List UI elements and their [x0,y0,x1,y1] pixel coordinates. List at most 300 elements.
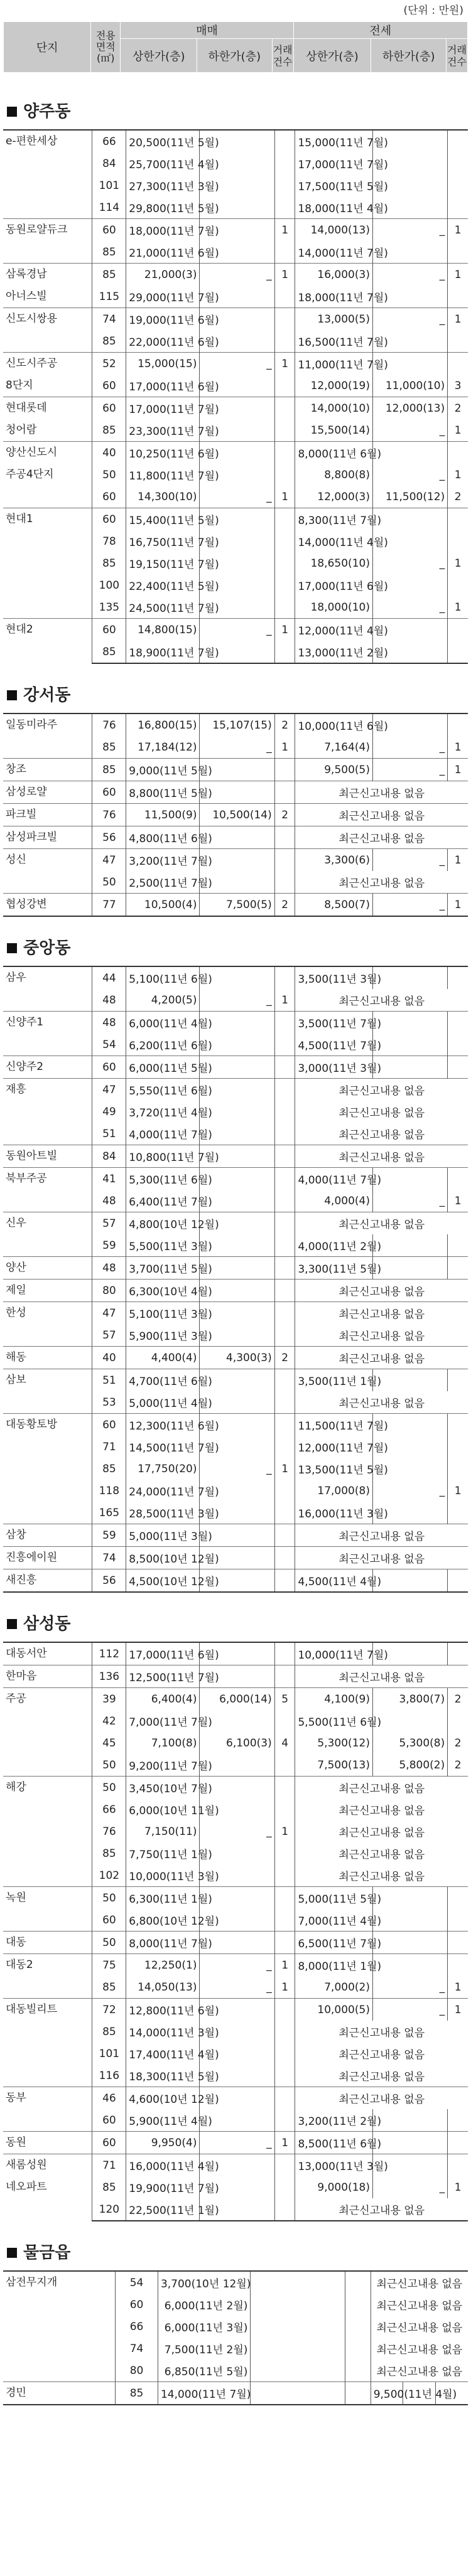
sale-count-cell [274,397,295,420]
rent-lower-cell [372,442,447,464]
square-bullet-icon [7,2248,17,2258]
sale-count-cell [274,1302,295,1325]
complex-name: 양산 [3,1257,92,1280]
rent-upper-cell: 5,000(11년 5월) [295,1887,373,1910]
complex-name: 삼록경남 아너스빌 [3,264,92,308]
sale-upper-cell: 18,000(11년 7월) [126,219,200,242]
rent-upper-cell: 최근신고내용 없음 [295,1547,468,1569]
table-row [3,804,468,826]
complex-name: 한마음 [3,1665,92,1688]
rent-upper-cell: 6,500(11년 7월) [295,1932,373,1954]
sale-count-cell [274,1034,295,1056]
sale-count-cell [274,442,295,464]
rent-count-cell [448,353,468,375]
area-cell: 71 [92,2154,126,2177]
rent-upper-cell: 18,650(10) [295,552,373,574]
sale-count-cell [274,464,295,486]
area-cell: 54 [92,1034,126,1056]
area-cell: 101 [92,174,126,196]
rent-count-cell [448,1710,468,1732]
sale-count-cell [274,2065,295,2087]
rent-upper-cell: 13,000(11년 2월) [295,641,373,663]
sale-upper-cell: 5,100(11년 3월) [126,1302,200,1325]
area-cell: 80 [92,1280,126,1302]
sale-count-cell [274,2087,295,2110]
rent-upper-cell: 7,164(4) [295,736,373,759]
rent-count-cell: 1 [448,419,468,442]
area-cell: 85 [92,641,126,663]
rent-count-cell [448,1012,468,1034]
rent-upper-cell: 최근신고내용 없음 [295,2065,468,2087]
area-cell: 60 [92,508,126,531]
rent-upper-cell: 8,000(11년 6월) [295,442,373,464]
area-cell: 85 [92,330,126,353]
sale-lower-cell: _ [200,486,274,508]
sale-count-cell [274,1012,295,1034]
rent-upper-cell: 최근신고내용 없음 [295,1777,468,1799]
complex-name: 대동황토방 [3,1414,92,1524]
sale-upper-cell: 29,800(11년 5월) [126,196,200,219]
complex-name: 해동 [3,1347,92,1369]
sale-upper-cell: 9,950(4) [126,2132,200,2154]
sale-upper-cell: 18,900(11년 7월) [126,641,200,663]
sale-count-cell [274,1754,295,1777]
rent-count-cell [448,196,468,219]
sale-upper-cell: 6,000(10년 11월) [126,1798,200,1820]
rent-count-cell [448,2132,468,2154]
area-cell: 45 [92,1732,126,1754]
table-row [3,2271,468,2294]
sale-lower-cell [251,2338,345,2360]
sale-lower-cell [251,2360,345,2382]
rent-upper-cell: 최근신고내용 없음 [295,1145,468,1168]
sale-count-cell [274,1257,295,1280]
rent-lower-cell: _ [372,2176,447,2198]
sale-count-cell [274,2109,295,2132]
sale-count-cell [274,2154,295,2177]
sale-upper-cell: 7,150(11) [126,1820,200,1842]
table-row [3,1212,468,1235]
sale-count-cell [274,1502,295,1524]
area-cell: 74 [92,1547,126,1569]
sale-count-cell: 1 [274,1954,295,1977]
sale-upper-cell: 12,500(11년 7월) [126,1665,200,1688]
sale-count-cell [274,241,295,264]
sale-count-cell [274,508,295,531]
complex-name: 동원 [3,2132,92,2154]
area-cell: 66 [92,130,126,152]
rent-upper-cell: 11,500(11년 7월) [295,1414,373,1436]
rent-count-cell [448,1234,468,1257]
sale-upper-cell: 3,720(11년 4월) [126,1101,200,1123]
sale-count-cell [274,1056,295,1079]
sale-lower-cell [251,2316,345,2338]
rent-upper-cell: 10,000(5) [295,1999,373,2021]
area-cell: 85 [92,2176,126,2198]
complex-name: 동부 [3,2087,92,2132]
rent-upper-cell: 16,000(3) [295,264,373,286]
sale-count-cell: 1 [274,1458,295,1480]
rent-upper-cell: 14,000(11년 4월) [295,530,373,552]
sale-upper-cell: 5,300(11년 6월) [126,1168,200,1190]
sale-count-cell [274,2198,295,2221]
sale-lower-cell: _ [200,2132,274,2154]
rent-upper-cell: 최근신고내용 없음 [295,2087,468,2110]
sale-lower-cell: _ [200,1976,274,1999]
table-row [3,2132,468,2154]
rent-upper-cell: 11,000(11년 7월) [295,353,373,375]
table-row [3,1079,468,1101]
complex-name: 경민 [3,2382,116,2405]
table-row [3,713,468,736]
table-row [3,1302,468,1325]
sale-count-cell [345,2316,371,2338]
area-cell: 60 [116,2294,158,2316]
sale-lower-cell: _ [200,1820,274,1842]
area-cell: 76 [92,1820,126,1842]
sale-count-cell [274,1168,295,1190]
rent-upper-cell: 3,500(11년 1월) [295,1369,373,1392]
rent-count-cell [448,508,468,531]
complex-name: 양산신도시 주공4단지 [3,442,92,508]
rent-upper-cell: 최근신고내용 없음 [295,1079,468,1101]
sale-upper-cell: 3,700(11년 5월) [126,1257,200,1280]
sale-upper-cell: 15,000(15) [126,353,200,375]
area-cell: 60 [92,397,126,420]
sale-count-cell [274,2043,295,2065]
rent-upper-cell: 4,000(11년 7월) [295,1168,373,1190]
sale-upper-cell: 14,800(15) [126,619,200,641]
rent-upper-cell: 최근신고내용 없음 [371,2316,468,2338]
rent-count-cell [448,330,468,353]
sale-count-cell: 2 [274,894,295,917]
rent-count-cell: 1 [448,596,468,619]
complex-name: 삼성파크빌 [3,826,92,849]
sale-count-cell [274,1909,295,1932]
rent-count-cell: 1 [448,308,468,331]
area-cell: 47 [92,1079,126,1101]
sale-upper-cell: 25,700(11년 4월) [126,152,200,174]
table-row [3,826,468,849]
table-row [3,2087,468,2110]
rent-upper-cell: 14,000(10) [295,397,373,420]
rent-upper-cell: 17,500(11년 5월) [295,174,373,196]
table-row [3,619,468,641]
sale-upper-cell: 4,200(5) [126,989,200,1012]
table-row [3,1056,468,1079]
sale-count-cell [274,1234,295,1257]
complex-name: 신양주2 [3,1056,92,1079]
rent-upper-cell: 17,000(11년 6월) [295,574,373,596]
sale-count-cell [274,196,295,219]
rent-upper-cell: 최근신고내용 없음 [371,2294,468,2316]
sale-count-cell [274,1280,295,1302]
rent-upper-cell: 4,000(4) [295,1190,373,1212]
sale-count-cell [274,574,295,596]
rent-upper-cell: 17,000(11년 7월) [295,152,373,174]
rent-lower-cell: _ [372,1976,447,1999]
rent-upper-cell: 3,000(11년 3월) [295,1056,373,1079]
complex-name: 대동 [3,1932,92,1954]
sale-lower-cell: 6,000(14) [200,1688,274,1711]
sale-upper-cell: 6,800(10년 12월) [126,1909,200,1932]
sale-count-cell: 2 [274,804,295,826]
section-title-text: 강서동 [23,686,71,705]
sale-count-cell: 1 [274,219,295,242]
rent-upper-cell: 최근신고내용 없음 [295,2198,468,2221]
sale-upper-cell: 23,300(11년 7월) [126,419,200,442]
complex-name: 녹원 [3,1887,92,1932]
sale-upper-cell: 8,000(11년 7월) [126,1932,200,1954]
sale-upper-cell: 17,000(11년 7월) [126,397,200,420]
complex-name: 신우 [3,1212,92,1257]
rent-upper-cell: 최근신고내용 없음 [295,1665,468,1688]
sale-count-cell [274,1145,295,1168]
sale-count-cell: 4 [274,1732,295,1754]
rent-upper-cell: 최근신고내용 없음 [295,1524,468,1547]
sale-upper-cell: 5,900(11년 3월) [126,1324,200,1347]
price-table [3,129,468,664]
table-row [3,508,468,531]
table-row [3,1168,468,1190]
table-row [3,1012,468,1034]
rent-upper-cell: 15,500(14) [295,419,373,442]
rent-count-cell [448,1954,468,1977]
rent-upper-cell: 16,500(11년 7월) [295,330,373,353]
sale-upper-cell: 16,750(11년 7월) [126,530,200,552]
rent-upper-cell: 5,500(11년 6월) [295,1710,373,1732]
sale-count-cell [274,1324,295,1347]
area-cell: 54 [116,2271,158,2294]
sale-upper-cell: 9,200(11년 7월) [126,1754,200,1777]
rent-lower-cell: _ [372,1999,447,2021]
area-cell: 44 [92,966,126,989]
rent-count-cell [448,1168,468,1190]
rent-upper-cell: 최근신고내용 없음 [295,1391,468,1414]
header-rent-count: 거래 건수 [446,39,467,73]
rent-count-cell [448,1257,468,1280]
rent-lower-cell [372,1369,447,1392]
rent-lower-cell: _ [372,464,447,486]
table-row [3,353,468,375]
sale-count-cell [274,1999,295,2021]
rent-upper-cell: 최근신고내용 없음 [295,2021,468,2043]
rent-upper-cell: 최근신고내용 없음 [295,1798,468,1820]
table-row [3,1887,468,1910]
rent-count-cell: 1 [448,552,468,574]
rent-upper-cell: 7,500(13) [295,1754,373,1777]
rent-upper-cell: 12,000(11년 7월) [295,1436,373,1458]
sale-count-cell [274,641,295,663]
sale-count-cell [274,552,295,574]
complex-name: 대동서안 [3,1642,92,1665]
complex-name: 대동빌리트 [3,1999,92,2087]
complex-name: 삼전무지개 [3,2271,116,2382]
sale-upper-cell: 6,200(11년 6월) [126,1034,200,1056]
sale-count-cell [274,2021,295,2043]
rent-upper-cell: 최근신고내용 없음 [295,781,468,804]
sale-upper-cell: 24,000(11년 7월) [126,1480,200,1502]
sale-count-cell: 1 [274,486,295,508]
rent-count-cell [448,1932,468,1954]
sale-count-cell [274,330,295,353]
sale-upper-cell: 4,800(11년 6월) [126,826,200,849]
area-cell: 101 [92,2043,126,2065]
section-title [3,2235,468,2270]
complex-name: 창조 [3,759,92,781]
section-title-text: 삼성동 [23,1615,71,1633]
sale-lower-cell: _ [200,1458,274,1480]
rent-lower-cell: _ [372,849,447,872]
rent-count-cell: 2 [448,1732,468,1754]
sale-count-cell [274,849,295,872]
sale-count-cell [274,1569,295,1593]
complex-name: 현대롯데 청어람 [3,397,92,442]
table-row [3,2154,468,2177]
rent-upper-cell: 3,300(11년 5월) [295,1257,373,1280]
complex-name: 한성 [3,1302,92,1347]
sale-count-cell [274,1079,295,1101]
rent-upper-cell: 13,500(11년 5월) [295,1458,373,1480]
rent-count-cell: 2 [448,486,468,508]
complex-name: 현대1 [3,508,92,619]
sale-upper-cell: 7,100(8) [126,1732,200,1754]
rent-upper-cell: 14,000(11년 7월) [295,241,373,264]
rent-upper-cell: 18,000(10) [295,596,373,619]
sale-upper-cell: 14,050(13) [126,1976,200,1999]
sale-upper-cell: 28,500(11년 3월) [126,1502,200,1524]
complex-name: 새롬성원 네오파트 [3,2154,92,2221]
table-row [3,781,468,804]
area-cell: 40 [92,442,126,464]
sale-upper-cell: 17,184(12) [126,736,200,759]
rent-upper-cell: 3,200(11년 2월) [295,2109,373,2132]
sale-count-cell [274,1436,295,1458]
sale-upper-cell: 15,400(11년 5월) [126,508,200,531]
area-cell: 50 [92,1932,126,1954]
rent-count-cell: 1 [448,849,468,872]
sale-count-cell [345,2382,371,2405]
sale-count-cell [274,2176,295,2198]
rent-lower-cell: _ [372,552,447,574]
price-table [3,966,468,1593]
area-cell: 57 [92,1324,126,1347]
sale-count-cell [274,1887,295,1910]
rent-lower-cell [372,1909,447,1932]
header-rent: 전세 [293,22,467,39]
sale-upper-cell: 17,400(11년 4월) [126,2043,200,2065]
rent-upper-cell: 10,000(11년 7월) [295,1642,373,1665]
rent-count-cell [448,241,468,264]
rent-count-cell: 1 [448,1999,468,2021]
price-table [3,1642,468,2221]
area-cell: 57 [92,1212,126,1235]
area-cell: 115 [92,286,126,308]
section-title-text: 양주동 [23,102,71,121]
sale-count-cell: 1 [274,1820,295,1842]
sale-upper-cell: 14,000(11년 7월) [158,2382,250,2405]
table-row [3,1257,468,1280]
rent-count-cell: 1 [448,1190,468,1212]
rent-upper-cell: 최근신고내용 없음 [371,2271,468,2294]
section-title [3,94,468,129]
area-cell: 77 [92,894,126,917]
table-row [3,1688,468,1711]
complex-name: 성신 [3,849,92,894]
sale-lower-cell: _ [200,736,274,759]
area-cell: 59 [92,1524,126,1547]
area-cell: 71 [92,1436,126,1458]
sale-count-cell [274,1642,295,1665]
sale-upper-cell: 16,000(11년 4월) [126,2154,200,2177]
area-cell: 118 [92,1480,126,1502]
rent-upper-cell: 18,000(11년 7월) [295,286,373,308]
sale-count-cell [274,781,295,804]
sale-upper-cell: 4,700(11년 6월) [126,1369,200,1392]
rent-count-cell [448,1414,468,1436]
rent-upper-cell: 4,000(11년 2월) [295,1234,373,1257]
rent-upper-cell: 4,100(9) [295,1688,373,1711]
area-cell: 116 [92,2065,126,2087]
sale-upper-cell: 6,400(11년 7월) [126,1190,200,1212]
sale-count-cell: 1 [274,264,295,286]
sale-count-cell: 2 [274,713,295,736]
area-cell: 48 [92,1257,126,1280]
sale-upper-cell: 7,000(11년 7월) [126,1710,200,1732]
area-cell: 66 [92,1798,126,1820]
complex-name: 신도시쌍용 [3,308,92,353]
rent-upper-cell: 16,000(11년 3월) [295,1502,373,1524]
sale-upper-cell: 5,000(11년 4월) [126,1391,200,1414]
area-cell: 60 [92,1414,126,1436]
sale-count-cell [274,1842,295,1864]
rent-count-cell [448,1369,468,1392]
sale-count-cell [274,375,295,397]
rent-count-cell [448,152,468,174]
rent-upper-cell: 3,500(11년 7월) [295,1012,373,1034]
rent-count-cell [448,1034,468,1056]
table-row [3,1665,468,1688]
area-cell: 74 [116,2338,158,2360]
rent-upper-cell: 7,000(11년 4월) [295,1909,373,1932]
sale-upper-cell: 19,150(11년 7월) [126,552,200,574]
rent-count-cell: 2 [448,1754,468,1777]
sale-lower-cell: _ [200,264,274,286]
rent-upper-cell: 3,300(6) [295,849,373,872]
rent-lower-cell: _ [372,1190,447,1212]
sale-count-cell: 1 [274,2132,295,2154]
complex-name: e-편한세상 [3,130,92,219]
square-bullet-icon [7,690,17,700]
complex-name: 협성강변 [3,894,92,917]
rent-lower-cell [372,1168,447,1190]
sale-upper-cell: 12,300(11년 6월) [126,1414,200,1436]
area-cell: 52 [92,353,126,375]
sale-lower-cell: 15,107(15) [200,713,274,736]
area-cell: 85 [92,1458,126,1480]
area-cell: 48 [92,1190,126,1212]
rent-count-cell [448,130,468,152]
sale-lower-cell: 6,100(3) [200,1732,274,1754]
area-cell: 76 [92,713,126,736]
header-sale-upper: 상한가(층) [121,39,197,73]
complex-name: 삼창 [3,1524,92,1547]
rent-upper-cell: 최근신고내용 없음 [295,804,468,826]
sale-upper-cell: 7,500(11년 2월) [158,2338,250,2360]
rent-upper-cell: 12,000(11년 4월) [295,619,373,641]
rent-count-cell: 1 [448,736,468,759]
sale-upper-cell: 20,500(11년 5월) [126,130,200,152]
